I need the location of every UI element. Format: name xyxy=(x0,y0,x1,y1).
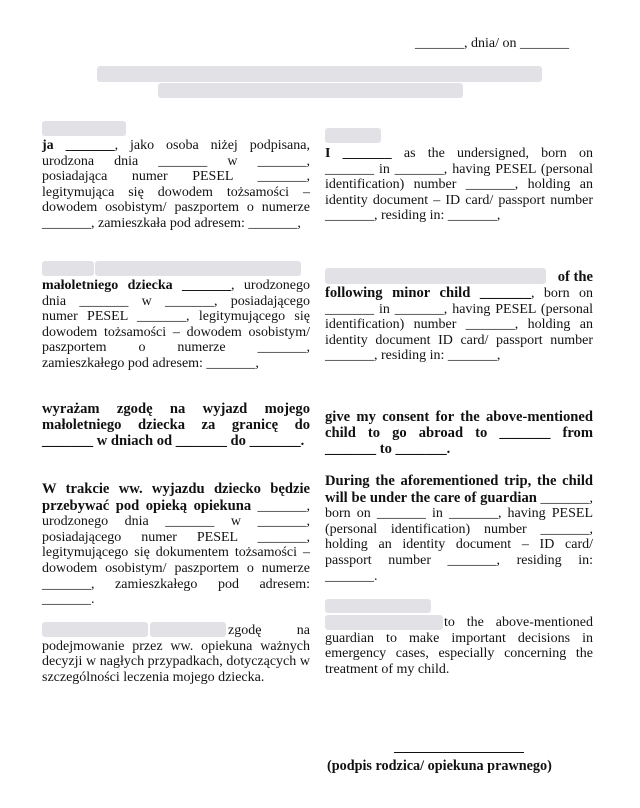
pl-p4-lead: W trakcie ww. wyjazdu dziecko będzie przebywać pod opieką opiekuna xyxy=(42,481,310,514)
en-p3-text: give my consent for the above-mentioned child to go abroad to _______ from _______ to _______. xyxy=(325,409,593,457)
en-p4-text: _______, born on _______ in _______, having PESEL (personal identification) number _______, holding an identity document – ID card/ passport number _______, residing in: _______. xyxy=(325,490,594,584)
pl-p3-text: wyrażam zgodę na wyjazd mojego małoletniego dziecka za granicę do _______ w dniach od _______ do _______. xyxy=(42,401,310,449)
pl-p4-text: _______, urodzonego dnia _______ w _______, posiadającego numer PESEL _______, legitymującego się dokumentem tożsamości – dowodem osobistym/ paszportem o numerze _______, zamieszkałego pod adresem: _______. xyxy=(42,498,311,608)
en-p1-lead: I _______ xyxy=(325,146,392,161)
en-p1-text: as the undersigned, born on _______ in _______, having PESEL (personal identification) number _______, holding an identity document – ID card/ passport number _______, residing in: _______, xyxy=(325,146,594,224)
pl-p1-text: , jako osoba niżej podpisana, urodzona dnia _______ w _______, posiadająca numer PESEL _______, legitymująca się dowodem tożsamości – dowodem osobistym/ paszportem o numerze _______, zamieszkała pod adresem: _______, xyxy=(42,138,310,231)
signature-label: (podpis rodzica/ opiekuna prawnego) xyxy=(327,758,552,774)
en-p4-lead: During the aforementioned trip, the child will be under the care of guardian xyxy=(325,473,593,506)
redacted-line-en-5a xyxy=(325,599,431,613)
en-p2-lead-a: of the xyxy=(557,269,593,285)
redacted-title-line-1 xyxy=(97,66,542,82)
en-paragraph-4 xyxy=(325,473,593,584)
en-p2-text: , born on _______ in _______, having PESEL (personal identification) number _______, holding an identity document ID card/ passport number _______, residing in: _______, xyxy=(325,286,593,364)
pl-paragraph-2 xyxy=(42,278,310,372)
pl-paragraph-1 xyxy=(42,138,310,232)
en-paragraph-2 xyxy=(325,269,593,364)
pl-p2-text: , urodzonego dnia _______ w _______, posiadającego numer PESEL _______, legitymującego się dowodem tożsamości – dowodem osobistym/ paszportem o numerze _______, zamieszkałego pod adresem: _______, xyxy=(42,278,311,371)
redacted-line-pl-2b xyxy=(95,261,301,276)
redacted-heading-en xyxy=(325,128,381,143)
pl-p1-lead: ja _______ xyxy=(42,138,115,153)
en-paragraph-1 xyxy=(325,146,593,224)
en-p5-text-a: to the above-mentioned xyxy=(444,615,593,630)
redacted-heading-pl xyxy=(42,121,126,136)
en-paragraph-3 xyxy=(325,409,593,457)
en-paragraph-5 xyxy=(325,615,593,677)
en-p5-text-b: guardian to make important decisions in emergency cases, especially concerning the treatment of my child. xyxy=(325,630,593,677)
pl-paragraph-4 xyxy=(42,481,310,608)
redacted-title-line-2 xyxy=(158,83,463,98)
pl-p5-text-a: zgodę na xyxy=(228,623,310,638)
date-line: _______, dnia/ on _______ xyxy=(415,36,569,51)
redacted-line-pl-2a xyxy=(42,261,94,276)
en-p2-lead-b: following minor child _______ xyxy=(325,285,531,301)
pl-p2-lead: małoletniego dziecka _______ xyxy=(42,278,232,293)
pl-paragraph-3 xyxy=(42,401,310,449)
signature-line xyxy=(394,752,524,753)
pl-p5-text-b: podejmowanie przez ww. opiekuna ważnych decyzji w nagłych przypadkach, dotyczących w szczególności leczenia mojego dziecka. xyxy=(42,638,310,685)
pl-paragraph-5 xyxy=(42,623,310,685)
